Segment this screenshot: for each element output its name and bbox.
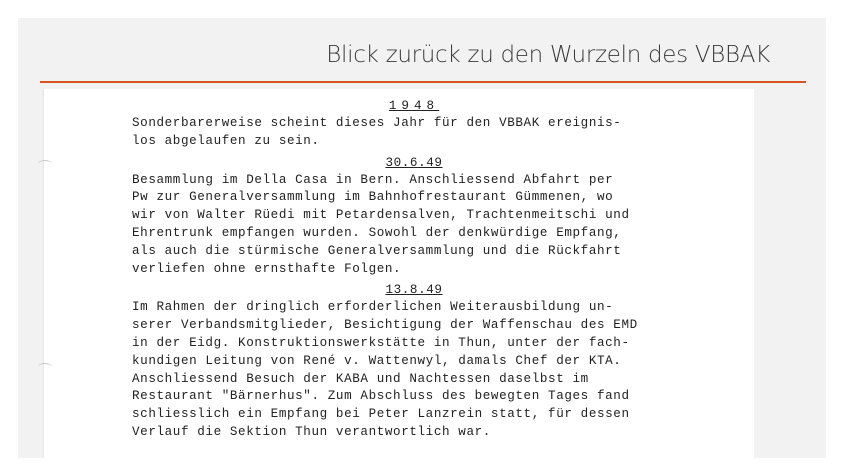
text-line: Besammlung im Della Casa in Bern. Anschliessend Abfahrt per	[132, 172, 614, 187]
section-paragraph-30-6-49	[132, 172, 702, 279]
text-line: schliesslich ein Empfang bei Peter Lanzrein statt, für dessen	[132, 407, 630, 422]
text-line: kundigen Leitung von René v. Wattenwyl, damals Chef der KTA.	[132, 353, 622, 368]
text-line: Sonderbarerweise scheint dieses Jahr für den VBBAK ereignis-	[132, 116, 622, 130]
text-line: Im Rahmen der dringlich erforderlichen Weiterausbildung un-	[132, 300, 614, 315]
punch-hole-mark	[38, 160, 52, 168]
text-line: Verlauf die Sektion Thun verantwortlich war.	[132, 424, 491, 439]
section-paragraph-13-8-49	[132, 299, 702, 441]
scanned-document	[44, 89, 754, 458]
text-line: als auch die stürmische Generalversammlung und die Rückfahrt	[132, 243, 622, 258]
text-line: verliefen ohne ernsthafte Folgen.	[132, 261, 402, 276]
punch-hole-mark	[38, 363, 52, 371]
section-heading-30-6-49: 30.6.49	[385, 155, 443, 170]
section-heading-13-8-49: 13.8.49	[385, 283, 443, 298]
text-line: in der Eidg. Konstruktionswerkstätte in Thun, unter der fach-	[132, 335, 630, 350]
typewritten-text	[132, 97, 702, 442]
text-line: Pw zur Generalversammlung im Bahnhofrestaurant Gümmenen, wo	[132, 190, 614, 205]
text-line: Restaurant "Bärnerhus". Zum Abschluss des bewegten Tages fand	[132, 389, 630, 404]
presentation-slide	[18, 18, 826, 458]
section-paragraph-1948	[132, 115, 702, 151]
section-heading-1948: 1948	[388, 99, 440, 113]
text-line: serer Verbandsmitglieder, Besichtigung der Waffenschau des EMD	[132, 318, 638, 333]
text-line: wir von Walter Rüedi mit Petardensalven, Trachtenmeitschi und	[132, 208, 630, 223]
slide-title: Blick zurück zu den Wurzeln des VBBAK	[326, 42, 770, 68]
text-line: Anschliessend Besuch der KABA und Nachtessen daselbst im	[132, 371, 589, 386]
text-line: Ehrentrunk empfangen wurden. Sowohl der denkwürdige Empfang,	[132, 225, 622, 240]
text-line: los abgelaufen zu sein.	[132, 133, 320, 148]
title-divider	[40, 81, 806, 83]
